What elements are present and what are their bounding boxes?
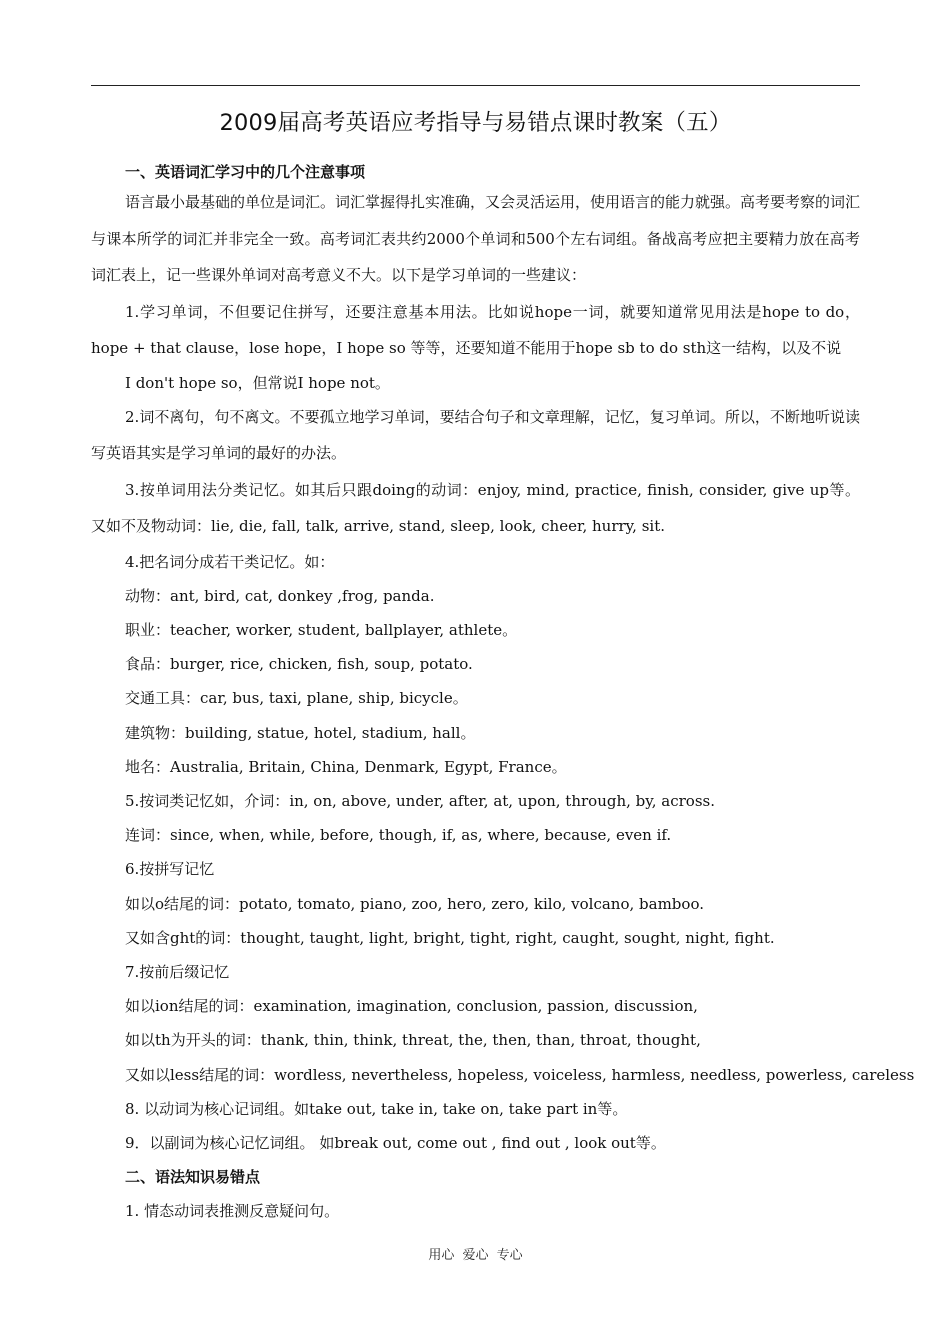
- tip-1-continued: I don't hope so，但常说I hope not。: [125, 373, 390, 392]
- affix-starting-th: 如以th为开头的词：thank, thin, think, threat, the, then, than, throat, thought,: [125, 1031, 701, 1050]
- tip-7: 7.按前后缀记忆: [125, 962, 230, 981]
- category-food: 食品：burger, rice, chicken, fish, soup, potato.: [125, 655, 473, 674]
- affix-ending-ion: 如以ion结尾的词：examination, imagination, conclusion, passion, discussion,: [125, 997, 698, 1016]
- tip-2: 2.词不离句，句不离文。不要孤立地学习单词，要结合句子和文章理解，记忆，复习单词。所以，不断地听说读写英语其实是学习单词的最好的办法。: [91, 407, 860, 462]
- tip-4: 4.把名词分成若干类记忆。如：: [125, 552, 335, 571]
- page-footer: 用心 爱心 专心: [428, 1248, 523, 1263]
- category-jobs: 职业：teacher, worker, student, ballplayer, athlete。: [125, 620, 518, 639]
- category-animals: 动物：ant, bird, cat, donkey ,frog, panda.: [125, 586, 435, 605]
- tip-6: 6.按拼写记忆: [125, 860, 215, 879]
- section1-intro: 语言最小最基础的单位是词汇。词汇掌握得扎实准确，又会灵活运用，使用语言的能力就强。高考要考察的词汇与课本所学的词汇并非完全一致。高考词汇表共约2000个单词和500个左右词组。备战高考应把主要精力放在高考词汇表上，记一些课外单词对高考意义不大。以下是学习单词的一些建议：: [91, 193, 861, 284]
- affix-ending-less: 又如以less结尾的词：wordless, nevertheless, hopeless, voiceless, harmless, needless, powerless, careless: [125, 1065, 915, 1084]
- document-title: 2009届高考英语应考指导与易错点课时教案（五）: [219, 110, 732, 136]
- spelling-ending-o: 如以o结尾的词：potato, tomato, piano, zoo, hero, zero, kilo, volcano, bamboo.: [125, 894, 704, 913]
- section2-heading: 二、语法知识易错点: [125, 1168, 261, 1187]
- header-rule: [91, 85, 860, 86]
- tip-8: 8. 以动词为核心记词组。如take out, take in, take on, take part in等。: [125, 1099, 628, 1118]
- tip-1: 1.学习单词，不但要记住拼写，还要注意基本用法。比如说hope一词，就要知道常见用法是hope to do，hope + that clause，lose hope，I hope so 等等，还要知道不能用于hope sb to do sth这一结构，以及不说: [91, 302, 860, 357]
- category-conjunctions: 连词：since, when, while, before, though, if, as, where, because, even if.: [125, 826, 672, 845]
- grammar-point-1: 1. 情态动词表推测反意疑问句。: [125, 1202, 340, 1221]
- tip-3: 3.按单词用法分类记忆。如其后只跟doing的动词：enjoy, mind, practice, finish, consider, give up等。又如不及物动词：lie, die, fall, talk, arrive, stand, sleep, look, cheer, hurry, sit.: [91, 480, 860, 535]
- tip-5: 5.按词类记忆如，介词：in, on, above, under, after, at, upon, through, by, across.: [125, 791, 715, 810]
- category-buildings: 建筑物：building, statue, hotel, stadium, hall。: [125, 723, 476, 742]
- spelling-contains-ght: 又如含ght的词：thought, taught, light, bright, tight, right, caught, sought, night, fight.: [125, 928, 775, 947]
- tip-9: 9．以副词为核心记忆词组。 如break out, come out , find out , look out等。: [125, 1133, 666, 1152]
- category-transport: 交通工具：car, bus, taxi, plane, ship, bicycle。: [125, 689, 468, 708]
- category-places: 地名：Australia, Britain, China, Denmark, Egypt, France。: [125, 757, 567, 776]
- document-body: [91, 160, 915, 1229]
- section1-heading: 一、英语词汇学习中的几个注意事项: [125, 163, 366, 181]
